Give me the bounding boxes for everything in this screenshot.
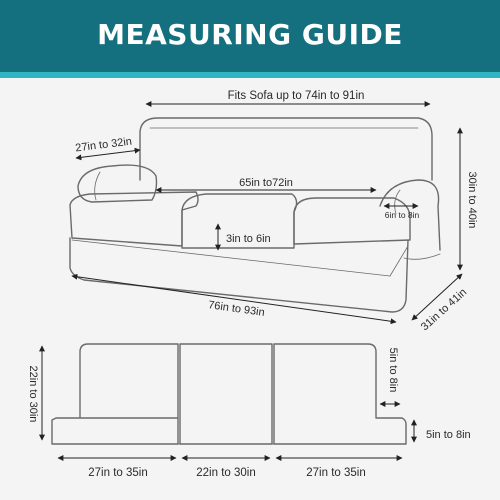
page-title: MEASURING GUIDE: [97, 18, 403, 51]
cover-right-panel-label: 27in to 35in: [306, 467, 366, 479]
dimension-arrows: [42, 104, 462, 458]
cover-height-label: 22in to 30in: [27, 365, 39, 423]
base-length-label: 76in to 93in: [207, 299, 266, 319]
cover-panel-left: [52, 344, 178, 444]
cushion-thickness-label: 3in to 6in: [226, 233, 271, 245]
arm-height-label: 6in to 8in: [384, 210, 420, 220]
cover-skirt-bottom-label: 5in to 8in: [426, 429, 471, 441]
cover-left-panel-label: 27in to 35in: [88, 467, 148, 479]
cover-panel-right: [274, 344, 406, 444]
sofa-base: [70, 238, 408, 312]
total-width-label: Fits Sofa up to 74in to 91in: [227, 90, 365, 102]
sofa-backrest: [140, 118, 432, 180]
seat-width-label: 65in to72in: [239, 177, 293, 189]
back-height-label: 30in to 40in: [466, 171, 478, 229]
cover-panel-middle: [180, 344, 272, 444]
sofa-left-arm: [78, 165, 157, 202]
arm-width-label: 27in to 32in: [74, 135, 133, 155]
cover-pattern: [52, 344, 406, 444]
cover-middle-panel-label: 22in to 30in: [196, 467, 256, 479]
cover-skirt-side-label: 5in to 8in: [387, 347, 399, 393]
seat-cushion-right: [294, 198, 410, 244]
depth-label: 31in to 41in: [418, 286, 470, 334]
